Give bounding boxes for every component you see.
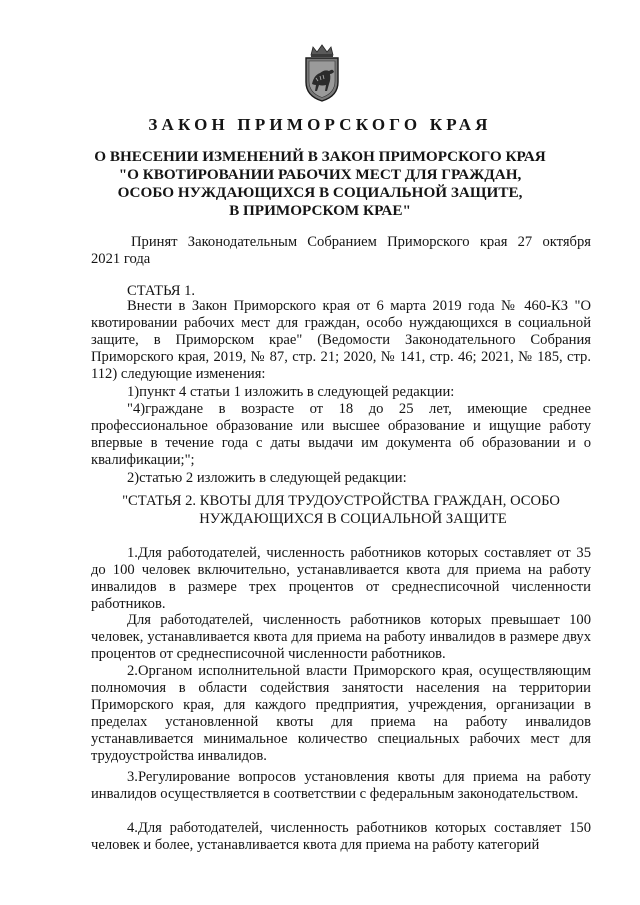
amendment-item-1-text: "4)граждане в возрасте от 18 до 25 лет, имеющие среднее профессиональное образование или высшее образование и ищущие работу впервые в течение года с даты выдачи им документа об образовании и о квалификации;"; <box>91 401 591 468</box>
subtitle-line: "О КВОТИРОВАНИИ РАБОЧИХ МЕСТ ДЛЯ ГРАЖДАН, <box>118 166 522 183</box>
subtitle-line: ОСОБО НУЖДАЮЩИХСЯ В СОЦИАЛЬНОЙ ЗАЩИТЕ, <box>117 184 523 201</box>
article-1-intro: Внести в Закон Приморского края от 6 марта 2019 года № 460-КЗ "О квотировании рабочих мест для граждан, особо нуждающихся в социальной защите, в Приморском крае" (Ведомости Законодательного Собрания Приморского края, 2019, № 87, стр. 21; 2020, № 141, стр. 46; 2021, № 185, стр. 112) следующие изменения: <box>91 298 591 382</box>
article-1-heading: СТАТЬЯ 1. <box>127 283 196 299</box>
law-title: ЗАКОН ПРИМОРСКОГО КРАЯ <box>148 115 492 134</box>
coat-of-arms-emblem <box>302 44 342 102</box>
article-2-heading-line: "СТАТЬЯ 2. КВОТЫ ДЛЯ ТРУДОУСТРОЙСТВА ГРАЖДАН, ОСОБО <box>122 493 560 509</box>
article-2-heading-line: НУЖДАЮЩИХСЯ В СОЦИАЛЬНОЙ ЗАЩИТЕ <box>199 511 507 527</box>
paragraph-3: 3.Регулирование вопросов установления квоты для приема на работу инвалидов осуществляется в соответствии с федеральным законодательством. <box>91 769 591 802</box>
amendment-item-1: 1)пункт 4 статьи 1 изложить в следующей редакции: <box>127 384 455 400</box>
adoption-note-line-2: 2021 года <box>91 251 151 267</box>
amendment-item-2: 2)статью 2 изложить в следующей редакции: <box>127 470 407 486</box>
subtitle-line: В ПРИМОРСКОМ КРАЕ" <box>229 202 411 219</box>
adoption-note-line-1: Принят Законодательным Собранием Приморского края 27 октября <box>131 234 591 250</box>
law-subtitle <box>40 148 600 220</box>
paragraph-1-continued: Для работодателей, численность работников которых превышает 100 человек, устанавливается квота для приема на работу инвалидов в размере двух процентов от среднесписочной численности работников. <box>91 612 591 662</box>
paragraph-1: 1.Для работодателей, численность работников которых составляет от 35 до 100 человек включительно, устанавливается квота для приема на работу инвалидов в размере трех процентов от среднесписочной численности работников. <box>91 545 591 612</box>
article-2-heading <box>91 492 591 528</box>
paragraph-2: 2.Органом исполнительной власти Приморского края, осуществляющим полномочия в области содействия занятости населения на территории Приморского края, для каждого предприятия, учреждения, организации в пределах установленной квоты для приема на работу инвалидов устанавливается минимальное количество специальных рабочих мест для трудоустройства инвалидов. <box>91 663 591 764</box>
subtitle-line: О ВНЕСЕНИИ ИЗМЕНЕНИЙ В ЗАКОН ПРИМОРСКОГО КРАЯ <box>94 148 546 165</box>
paragraph-4: 4.Для работодателей, численность работников которых составляет 150 человек и более, устанавливается квота для приема на работу категорий <box>91 820 591 853</box>
